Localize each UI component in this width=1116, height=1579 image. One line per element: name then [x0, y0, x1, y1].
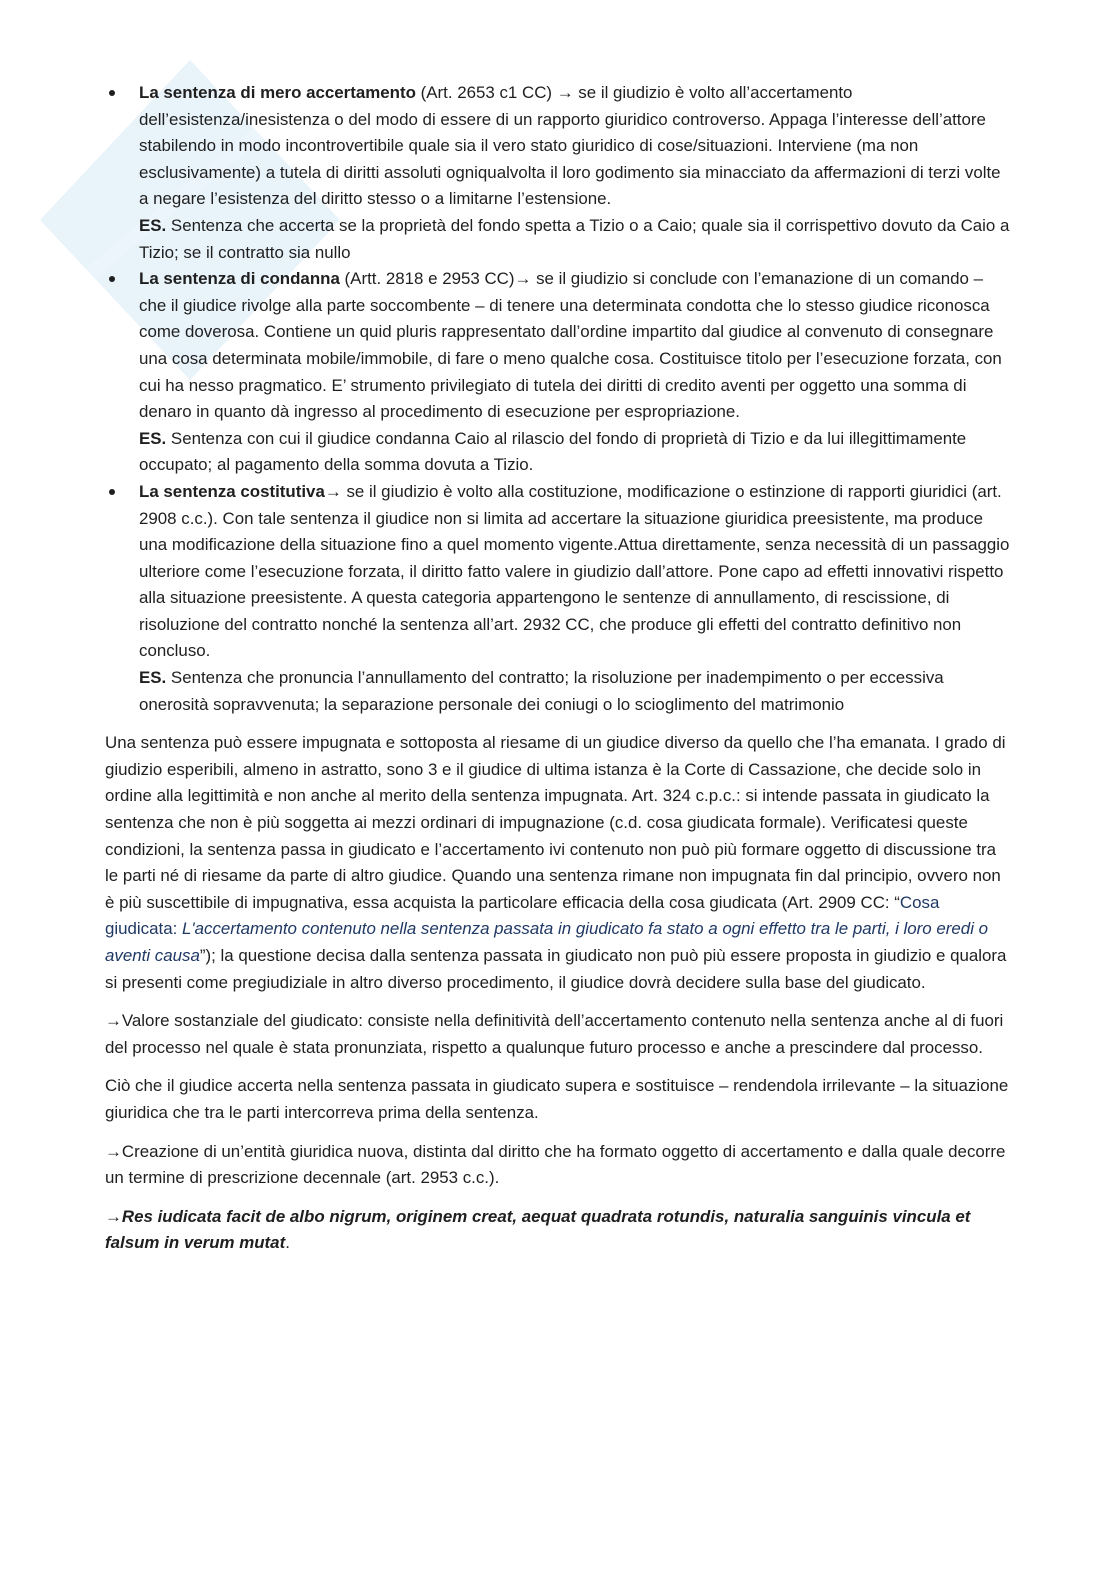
quote-text: L'accertamento contenuto nella sentenza passata in giudicato fa stato a ogni effetto tra le parti, i loro eredi o aventi causa: [105, 919, 989, 965]
item-title: La sentenza di mero accertamento: [139, 83, 416, 102]
example-text: Sentenza che pronuncia l’annullamento del contratto; la risoluzione per inadempimento o per eccessiva onerosità sopravvenuta; la separazione personale dei coniugi o lo scioglimento del matrimonio: [139, 668, 944, 714]
item-body: (Artt. 2818 e 2953 CC)→ se il giudizio si conclude con l’emanazione di un comando – che il giudice rivolge alla parte soccombente – di tenere una determinata condotta che lo stesso giudice riconosca come doverosa. Contiene un quid pluris rappresentato dall’ordine impartito dal giudice al convenuto di consegnare una cosa determinata mobile/immobile, di fare o meno qualche cosa. Costituisce titolo per l’esecuzione forzata, con cui ha nesso pragmatico. E’ strumento privilegiato di tutela dei diritti di credito aventi per oggetto una somma di denaro in quanto dà ingresso al procedimento di esecuzione per espropriazione.: [139, 269, 1002, 422]
paragraph-res-iudicata: →Res iudicata facit de albo nigrum, originem creat, aequat quadrata rotundis, naturalia sanguinis vincula et falsum in verum mutat.: [105, 1206, 971, 1253]
document-body: [105, 80, 1010, 1257]
bullet-icon: [109, 276, 115, 282]
item-body: (Art. 2653 c1 CC) → se il giudizio è volto all’accertamento dell’esistenza/inesistenza o del modo di essere di un rapporto giuridico controverso. Appaga l’interesse dell’attore stabilendo in modo incontrovertibile quale sia il vero stato giuridico di cose/situazioni. Interviene (ma non esclusivamente) a tutela di diritti assoluti ogniqualvolta il loro godimento sia minacciato da affermazioni di terzi volte a negare l’esistenza del diritto stesso o a limitarne l’estensione.: [139, 83, 1001, 209]
sentence-type-list: [105, 80, 1010, 718]
item-title: La sentenza di condanna: [139, 269, 340, 289]
list-item: [105, 80, 1010, 266]
paragraph-valore-sostanziale: →Valore sostanziale del giudicato: consiste nella definitività dell’accertamento contenuto nella sentenza anche al di fuori del processo nel quale è stata pronunziata, rispetto a qualunque futuro processo e anche a prescindere dal processo.: [105, 1011, 1004, 1057]
quote-head: Cosa giudicata:: [105, 892, 940, 939]
bullet-icon: [109, 489, 115, 495]
example-label: ES.: [139, 215, 167, 235]
latin-maxim: →Res iudicata facit de albo nigrum, originem creat, aequat quadrata rotundis, naturalia sanguinis vincula et falsum in verum mutat: [105, 1206, 971, 1253]
paragraph-accertamento: Ciò che il giudice accerta nella sentenza passata in giudicato supera e sostituisce – rendendola irrilevante – la situazione giuridica che tra le parti intercorreva prima della sentenza.: [105, 1076, 1009, 1122]
item-title: La sentenza costitutiva: [139, 481, 325, 501]
item-body: → se il giudizio è volto alla costituzione, modificazione o estinzione di rapporti giuridici (art. 2908 c.c.). Con tale sentenza il giudice non si limita ad accertare la situazione giuridica preesistente, ma produce una modificazione della situazione fino a quel momento vigente.Attua direttamente, senza necessità di un passaggio ulteriore come l’esecuzione forzata, il diritto fatto valere in giudizio dall’attore. Pone capo ad effetti innovativi rispetto alla situazione preesistente. A questa categoria appartengono le sentenze di annullamento, di rescissione, di risoluzione del contratto nonché la sentenza all’art. 2932 CC, che produce gli effetti del contratto definitivo non concluso.: [139, 481, 1010, 661]
example-label: ES.: [139, 668, 167, 688]
example-text: Sentenza con cui il giudice condanna Caio al rilascio del fondo di proprietà di Tizio e da lui illegittimamente occupato; al pagamento della somma dovuta a Tizio.: [139, 428, 967, 475]
paragraph-giudicato: Una sentenza può essere impugnata e sottoposta al riesame di un giudice diverso da quello che l’ha emanata. I grado di giudizio esperibili, almeno in astratto, sono 3 e il giudice di ultima istanza è la Corte di Cassazione, che decide solo in ordine alla legittimità e non anche al merito della sentenza impugnata. Art. 324 c.p.c.: si intende passata in giudicato la sentenza che non è più soggetta ai mezzi ordinari di impugnazione (c.d. cosa giudicata formale). Verificatesi queste condizioni, la sentenza passa in giudicato e l’accertamento ivi contenuto non può più formare oggetto di discussione tra le parti né di riesame da parte di altro giudice. Quando una sentenza rimane non impugnata fin dal principio, ovvero non è più suscettibile di impugnativa, essa acquista la particolare efficacia della cosa giudicata (Art. 2909 CC: “Cosa giudicata: L'accertamento contenuto nella sentenza passata in giudicato fa stato a ogni effetto tra le parti, i loro eredi o aventi causa”); la questione decisa dalla sentenza passata in giudicato non può più essere proposta in giudizio e qualora si presenti come pregiudiziale in altro diverso procedimento, il giudice dovrà decidere sulla base del giudicato.: [105, 733, 1007, 992]
bullet-icon: [109, 90, 115, 96]
example-label: ES.: [139, 428, 167, 448]
paragraph-creazione: →Creazione di un’entità giuridica nuova, distinta dal diritto che ha formato oggetto di accertamento e dalla quale decorre un termine di prescrizione decennale (art. 2953 c.c.).: [105, 1141, 1006, 1188]
example-text: Sentenza che accerta se la proprietà del fondo spetta a Tizio o a Caio; quale sia il corrispettivo dovuto da Caio a Tizio; se il contratto sia nullo: [139, 215, 1010, 262]
list-item: [105, 479, 1010, 718]
list-item: [105, 266, 1010, 479]
